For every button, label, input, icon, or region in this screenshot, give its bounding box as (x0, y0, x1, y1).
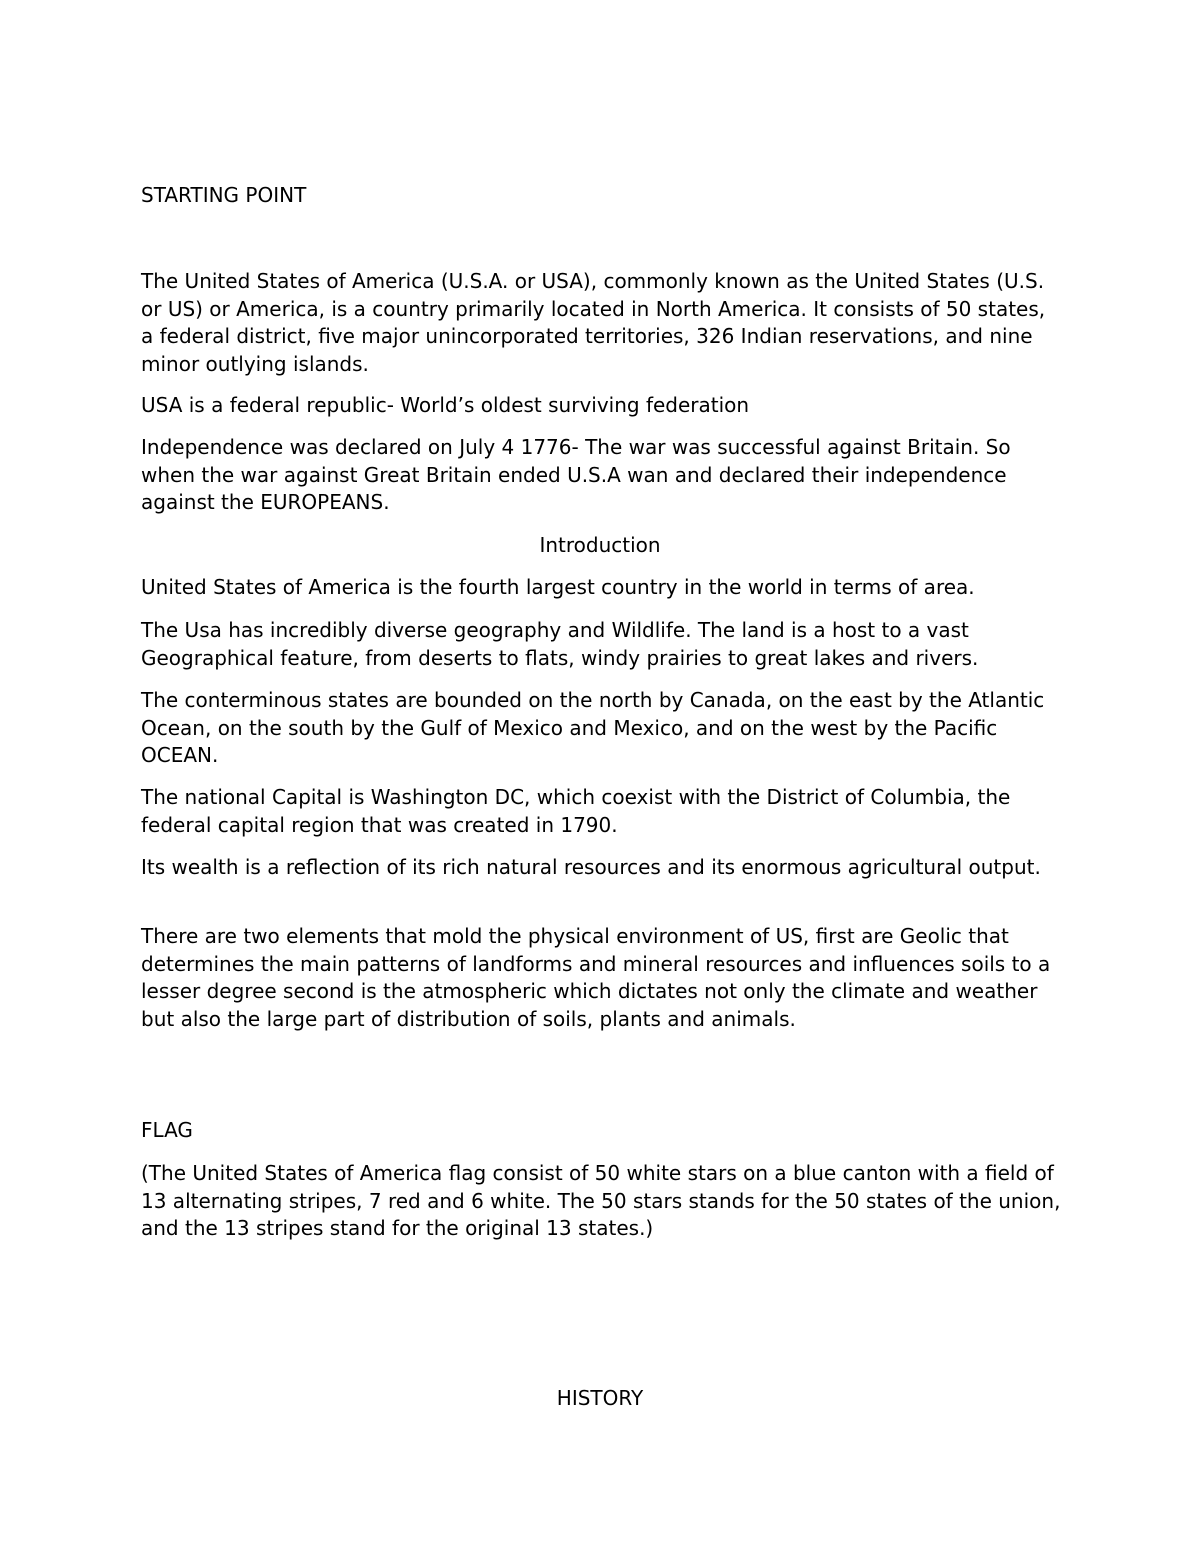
heading-starting-point: STARTING POINT (141, 183, 307, 207)
paragraph-wealth: Its wealth is a reflection of its rich natural resources and its enormous agricultural output. (141, 855, 1041, 879)
heading-history: HISTORY (556, 1386, 644, 1410)
paragraph-boundaries: The conterminous states are bounded on the north by Canada, on the east by the Atlantic Ocean, on the south by the Gulf of Mexico and Mexico, and on the west by the Pacific OCEAN. (141, 688, 1045, 767)
paragraph-fourth-largest: United States of America is the fourth largest country in the world in terms of area. (141, 575, 975, 599)
paragraph-intro: The United States of America (U.S.A. or USA), commonly known as the United States (U.S. or US) or America, is a country primarily located in North America. It consists of 50 states, a federal district, five major unincorporated territories, 326 Indian reservations, and nine minor outlying islands. (141, 269, 1046, 376)
paragraph-federal-republic: USA is a federal republic- World’s oldest surviving federation (141, 393, 750, 417)
paragraph-flag: (The United States of America flag consist of 50 white stars on a blue canton with a field of 13 alternating stripes, 7 red and 6 white. The 50 stars stands for the 50 states of the union, and the 13 stripes stand for the original 13 states.) (141, 1161, 1061, 1240)
paragraph-independence: Independence was declared on July 4 1776- The war was successful against Britain. So when the war against Great Britain ended U.S.A wan and declared their independence against the EUROPEANS. (141, 435, 1011, 514)
paragraph-geography: The Usa has incredibly diverse geography and Wildlife. The land is a host to a vast Geographical feature, from deserts to flats, windy prairies to great lakes and rivers. (141, 618, 979, 670)
heading-flag: FLAG (141, 1118, 193, 1142)
paragraph-capital: The national Capital is Washington DC, which coexist with the District of Columbia, the federal capital region that was created in 1790. (141, 785, 1011, 837)
heading-introduction: Introduction (539, 533, 661, 557)
paragraph-elements: There are two elements that mold the physical environment of US, first are Geolic that determines the main patterns of landforms and mineral resources and influences soils to a lesser degree second is the atmospheric which dictates not only the climate and weather but also the large part of distribution of soils, plants and animals. (141, 924, 1051, 1031)
